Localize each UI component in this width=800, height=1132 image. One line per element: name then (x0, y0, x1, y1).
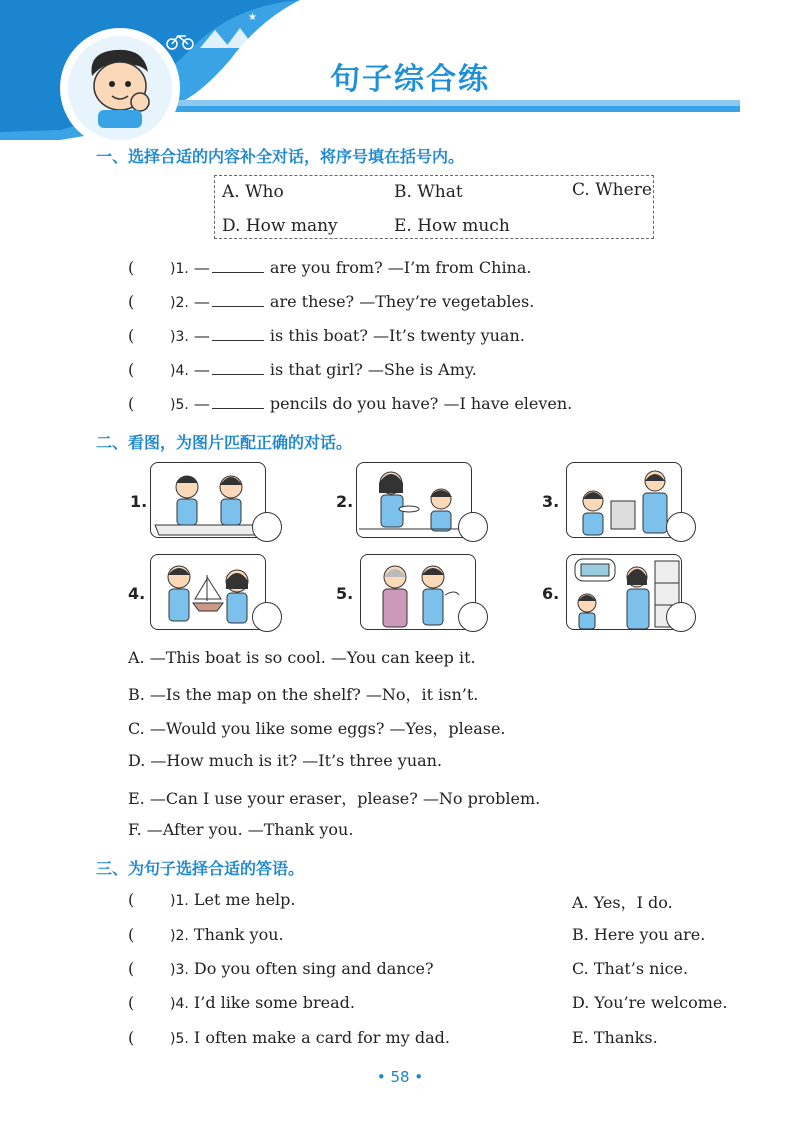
dash: — (193, 326, 210, 345)
question-number: )5. (170, 1031, 189, 1047)
question-number: )1. (170, 261, 189, 277)
answer-paren[interactable]: ( (128, 925, 135, 944)
picture-3 (566, 462, 682, 538)
section1-heading: 一、选择合适的内容补全对话，将序号填在括号内。 (96, 147, 465, 166)
answer-paren[interactable]: ( (128, 993, 135, 1012)
question-number: )4. (170, 363, 189, 379)
option-b: B. What (394, 182, 463, 202)
question-text: Do you often sing and dance? (193, 959, 434, 978)
question-text: is that girl? —She is Amy. (269, 360, 477, 379)
s1-question-2 (128, 292, 534, 311)
dialogue-b: B. —Is the map on the shelf? —No，it isn’t. (128, 685, 479, 704)
dialogue-f: F. —After you. —Thank you. (128, 820, 354, 839)
question-text: I’d like some bread. (193, 993, 355, 1012)
picture-label-1: 1. (130, 492, 148, 511)
answer-paren[interactable]: ( (128, 890, 135, 909)
answer-paren[interactable]: ( (128, 394, 135, 413)
option-d: D. How many (222, 216, 338, 236)
dash: — (193, 292, 210, 311)
dialogue-d: D. —How much is it? —It’s three yuan. (128, 751, 443, 770)
question-text: are these? —They’re vegetables. (269, 292, 535, 311)
s3-question-3 (128, 959, 434, 978)
dialogue-c: C. —Would you like some eggs? —Yes，please. (128, 719, 506, 738)
answer-circle-2[interactable] (458, 512, 488, 542)
response-b: B. Here you are. (572, 925, 706, 944)
response-d: D. You’re welcome. (572, 993, 728, 1012)
answer-circle-4[interactable] (252, 602, 282, 632)
response-c: C. That’s nice. (572, 959, 689, 978)
section2-heading: 二、看图，为图片匹配正确的对话。 (96, 433, 353, 452)
answer-circle-1[interactable] (252, 512, 282, 542)
question-number: )1. (170, 893, 189, 909)
s1-question-4 (128, 360, 477, 379)
question-text: pencils do you have? —I have eleven. (269, 394, 573, 413)
dialogue-a: A. —This boat is so cool. —You can keep it. (128, 648, 476, 667)
option-e: E. How much (394, 216, 510, 236)
page-number: • 58 • (376, 1068, 424, 1086)
question-text: Thank you. (193, 925, 284, 944)
question-text: Let me help. (193, 890, 296, 909)
s1-question-5 (128, 394, 572, 413)
picture-1 (150, 462, 266, 538)
question-number: )5. (170, 397, 189, 413)
option-c: C. Where (572, 180, 652, 200)
dash: — (193, 394, 210, 413)
fill-blank[interactable] (212, 258, 264, 273)
s3-question-5 (128, 1028, 450, 1047)
dialogue-e: E. —Can I use your eraser，please? —No problem. (128, 789, 541, 808)
answer-paren[interactable]: ( (128, 959, 135, 978)
fill-blank[interactable] (212, 360, 264, 375)
s3-question-1 (128, 890, 295, 909)
question-text: are you from? —I’m from China. (269, 258, 532, 277)
fill-blank[interactable] (212, 292, 264, 307)
question-number: )2. (170, 928, 189, 944)
s3-question-2 (128, 925, 284, 944)
picture-2 (356, 462, 472, 538)
dash: — (193, 360, 210, 379)
response-a: A. Yes，I do. (572, 893, 673, 912)
fill-blank[interactable] (212, 394, 264, 409)
section3-heading: 三、为句子选择合适的答语。 (96, 859, 305, 878)
answer-paren[interactable]: ( (128, 258, 135, 277)
picture-label-6: 6. (542, 584, 560, 603)
picture-label-4: 4. (128, 584, 146, 603)
picture-label-3: 3. (542, 492, 560, 511)
fill-blank[interactable] (212, 326, 264, 341)
svg-text:★: ★ (248, 12, 257, 23)
picture-label-2: 2. (336, 492, 354, 511)
answer-circle-6[interactable] (666, 602, 696, 632)
picture-label-5: 5. (336, 584, 354, 603)
question-number: )2. (170, 295, 189, 311)
s1-question-1 (128, 258, 531, 277)
option-a: A. Who (222, 182, 284, 202)
answer-paren[interactable]: ( (128, 292, 135, 311)
s1-question-3 (128, 326, 525, 345)
answer-paren[interactable]: ( (128, 360, 135, 379)
picture-6 (566, 554, 682, 630)
boy-mascot-icon (78, 46, 164, 128)
question-number: )3. (170, 329, 189, 345)
answer-circle-3[interactable] (666, 512, 696, 542)
question-text: I often make a card for my dad. (193, 1028, 450, 1047)
question-text: is this boat? —It’s twenty yuan. (269, 326, 525, 345)
question-number: )3. (170, 962, 189, 978)
page-title: 句子综合练 (330, 62, 490, 97)
question-number: )4. (170, 996, 189, 1012)
answer-circle-5[interactable] (458, 602, 488, 632)
picture-4 (150, 554, 266, 630)
response-e: E. Thanks. (572, 1028, 658, 1047)
answer-paren[interactable]: ( (128, 1028, 135, 1047)
s3-question-4 (128, 993, 355, 1012)
answer-paren[interactable]: ( (128, 326, 135, 345)
dash: — (193, 258, 210, 277)
